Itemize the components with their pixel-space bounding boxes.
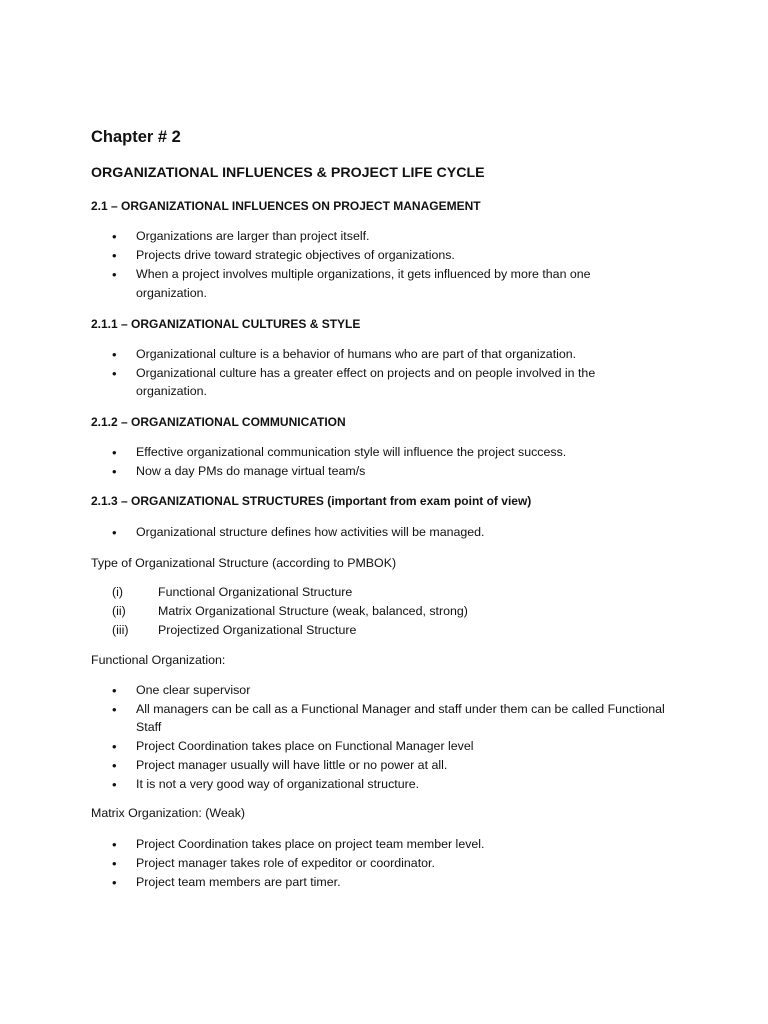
roman-numeral: (i) [112,585,124,599]
bullet-item: Project Coordination takes place on Functional Manager level [136,739,474,753]
bullet: • [112,347,117,362]
bullet: • [112,229,117,244]
functional-organization-heading: Functional Organization: [91,653,226,667]
section-2-1-1-heading: 2.1.1 – ORGANIZATIONAL CULTURES & STYLE [91,317,361,331]
structure-type-item: Functional Organizational Structure [158,585,353,599]
bullet-item: Organizational culture is a behavior of humans who are part of that organization. [136,347,577,361]
bullet-item: Project manager usually will have little or no power at all. [136,758,448,772]
section-2-1-2-heading: 2.1.2 – ORGANIZATIONAL COMMUNICATION [91,415,346,429]
bullet: • [112,856,117,871]
bullet-item: Project Coordination takes place on project team member level. [136,837,485,851]
structure-type-item: Projectized Organizational Structure [158,623,357,637]
chapter-heading: Chapter # 2 [91,128,181,146]
bullet: • [112,464,117,479]
bullet: • [112,702,117,717]
bullet-item: Project team members are part timer. [136,875,341,889]
roman-numeral: (ii) [112,604,126,618]
matrix-organization-heading: Matrix Organization: (Weak) [91,806,246,820]
bullet-item: All managers can be call as a Functional Manager and staff under them can be called Functional [136,702,665,716]
bullet-item: Organizational culture has a greater effect on projects and on people involved in the [136,366,596,380]
bullet-item-continuation: Staff [136,720,162,734]
document-title: ORGANIZATIONAL INFLUENCES & PROJECT LIFE CYCLE [91,165,485,181]
bullet-item: One clear supervisor [136,683,251,697]
bullet-item: Organizations are larger than project itself. [136,229,370,243]
bullet: • [112,739,117,754]
structure-types-intro: Type of Organizational Structure (according to PMBOK) [91,556,397,570]
bullet-item-continuation: organization. [136,286,207,300]
roman-numeral: (iii) [112,623,129,637]
bullet-item: It is not a very good way of organizational structure. [136,777,420,791]
bullet-item: Now a day PMs do manage virtual team/s [136,464,366,478]
bullet: • [112,758,117,773]
bullet: • [112,366,117,381]
bullet: • [112,683,117,698]
bullet-item: Organizational structure defines how activities will be managed. [136,525,485,539]
bullet: • [112,445,117,460]
bullet: • [112,267,117,282]
section-2-1-3-title: 2.1.3 – ORGANIZATIONAL STRUCTURES [91,494,324,508]
bullet-item: When a project involves multiple organizations, it gets influenced by more than one [136,267,591,281]
bullet-item: Projects drive toward strategic objectives of organizations. [136,248,455,262]
section-2-1-3-note: (important from exam point of view) [327,494,532,508]
bullet: • [112,525,117,540]
bullet: • [112,248,117,263]
bullet-item: Effective organizational communication style will influence the project success. [136,445,567,459]
bullet-item: Project manager takes role of expeditor or coordinator. [136,856,435,870]
bullet-item-continuation: organization. [136,384,207,398]
bullet: • [112,837,117,852]
section-2-1-3-heading [91,494,531,509]
structure-type-item: Matrix Organizational Structure (weak, balanced, strong) [158,604,468,618]
bullet: • [112,777,117,792]
bullet: • [112,875,117,890]
section-2-1-heading: 2.1 – ORGANIZATIONAL INFLUENCES ON PROJECT MANAGEMENT [91,199,481,213]
